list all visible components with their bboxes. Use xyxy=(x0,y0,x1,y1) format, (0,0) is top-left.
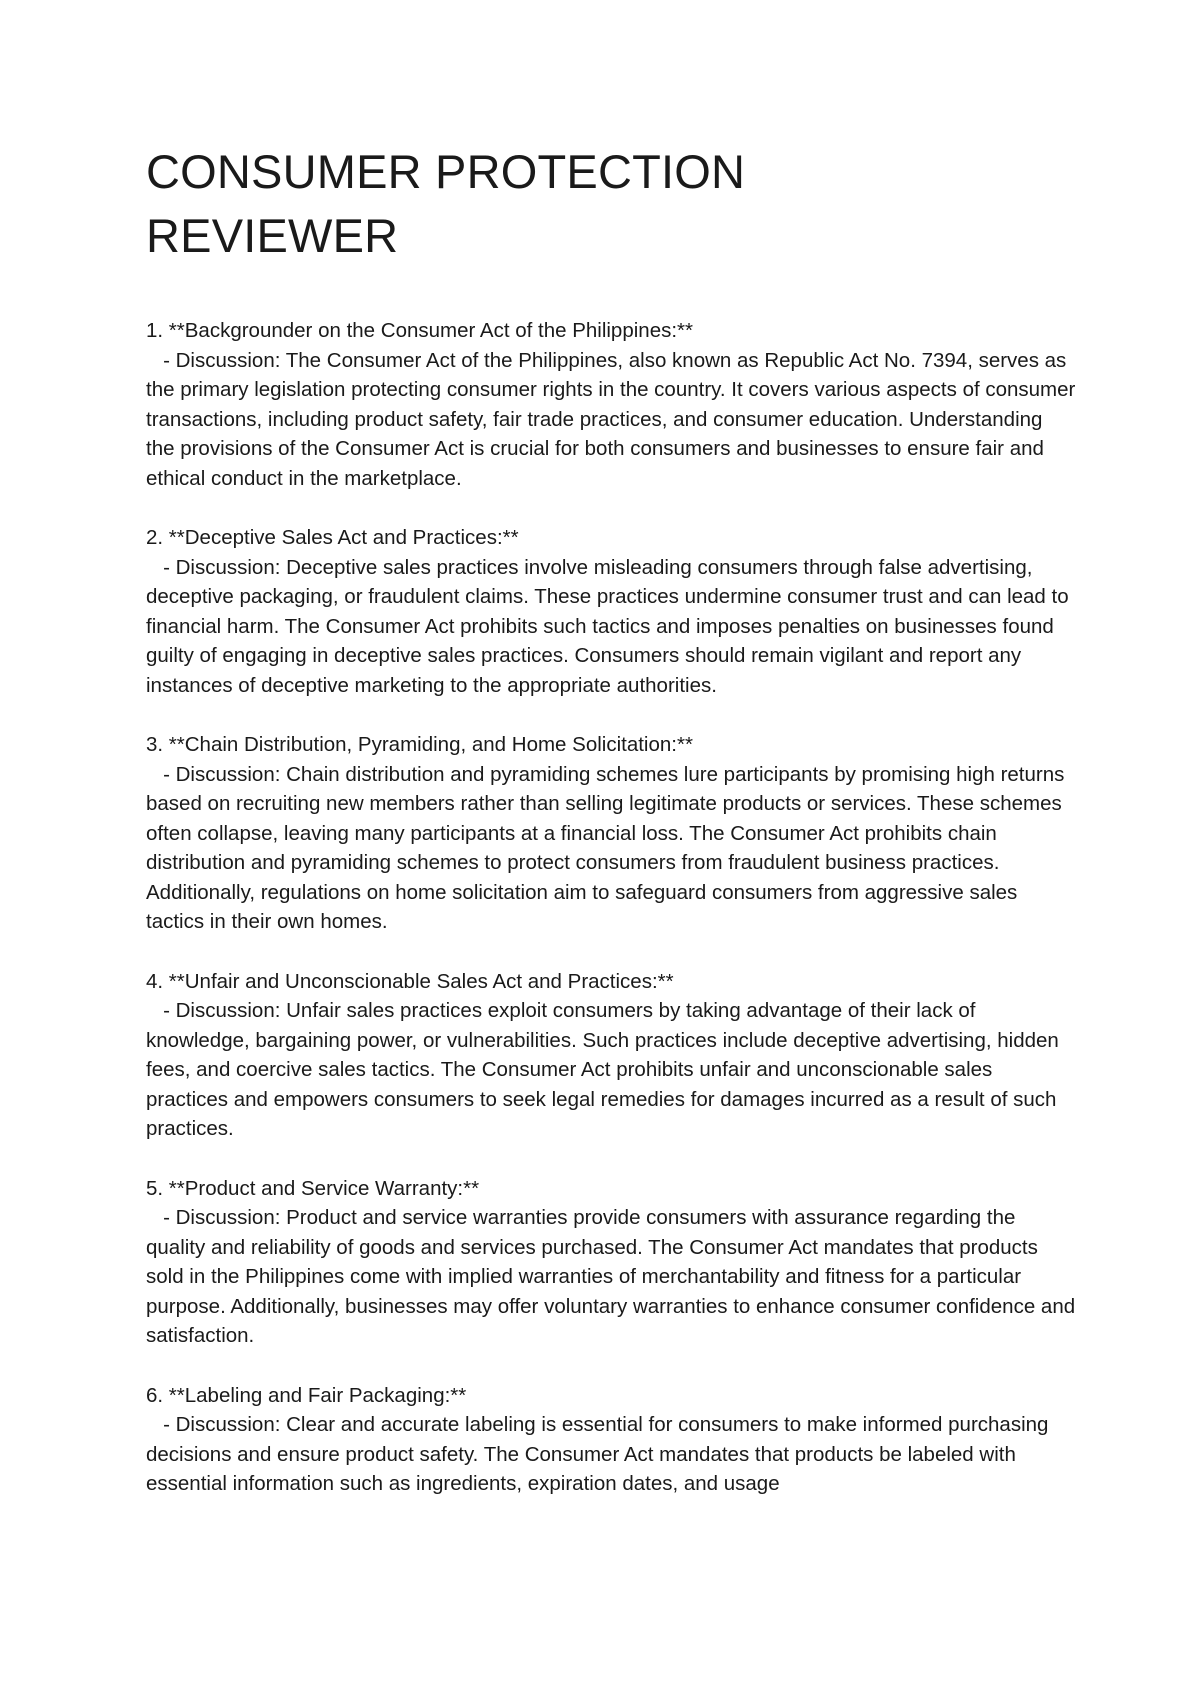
section-labeling xyxy=(146,1381,1076,1499)
section-deceptive-sales xyxy=(146,523,1076,700)
section-backgrounder xyxy=(146,316,1076,493)
section-body-text: - Discussion: Deceptive sales practices involve misleading consumers through false advertising, deceptive packaging, or fraudulent claims. These practices undermine consumer trust and can lead to financial harm. The Consumer Act prohibits such tactics and imposes penalties on businesses found guilty of engaging in deceptive sales practices. Consumers should remain vigilant and report any instances of deceptive marketing to the appropriate authorities. xyxy=(146,555,1069,697)
section-body-text: - Discussion: Clear and accurate labeling is essential for consumers to make informed purchasing decisions and ensure product safety. The Consumer Act mandates that products be labeled with essential information such as ingredients, expiration dates, and usage xyxy=(146,1413,1049,1495)
section-body-text: - Discussion: Product and service warranties provide consumers with assurance regarding the quality and reliability of goods and services purchased. The Consumer Act mandates that products sold in the Philippines come with implied warranties of merchantability and fitness for a particular purpose. Additionally, businesses may offer voluntary warranties to enhance consumer confidence and satisfaction. xyxy=(146,1206,1076,1347)
section-heading: 2. **Deceptive Sales Act and Practices:** xyxy=(146,526,519,549)
section-body-text: - Discussion: Unfair sales practices exploit consumers by taking advantage of their lack of knowledge, bargaining power, or vulnerabilities. Such practices include deceptive advertising, hidden fees, and coercive sales tactics. The Consumer Act prohibits unfair and unconscionable sales practices and empowers consumers to seek legal remedies for damages incurred as a result of such practices. xyxy=(146,999,1059,1140)
section-body xyxy=(146,760,1076,937)
title-line-1: CONSUMER PROTECTION xyxy=(146,145,746,198)
section-unfair-sales xyxy=(146,967,1076,1144)
section-heading: 5. **Product and Service Warranty:** xyxy=(146,1176,480,1200)
section-body xyxy=(146,996,1076,1144)
title-line-2: REVIEWER xyxy=(146,209,399,262)
section-body xyxy=(146,1410,1076,1499)
section-heading: 6. **Labeling and Fair Packaging:** xyxy=(146,1383,467,1407)
section-body-text: - Discussion: Chain distribution and pyramiding schemes lure participants by promising high returns based on recruiting new members rather than selling legitimate products or services. These schemes often collapse, leaving many participants at a financial loss. The Consumer Act prohibits chain distribution and pyramiding schemes to protect consumers from fraudulent business practices. Additionally, regulations on home solicitation aim to safeguard consumers from aggressive sales tactics in their own homes. xyxy=(146,762,1065,933)
section-warranty xyxy=(146,1174,1076,1351)
document-title xyxy=(146,140,1076,268)
section-body xyxy=(146,346,1076,494)
section-heading: 3. **Chain Distribution, Pyramiding, and Home Solicitation:** xyxy=(146,733,693,756)
section-chain-distribution xyxy=(146,730,1076,937)
section-heading: 4. **Unfair and Unconscionable Sales Act and Practices:** xyxy=(146,969,674,993)
section-heading: 1. **Backgrounder on the Consumer Act of the Philippines:** xyxy=(146,319,693,342)
section-body-text: - Discussion: The Consumer Act of the Philippines, also known as Republic Act No. 7394, serves as the primary legislation protecting consumer rights in the country. It covers various aspects of consumer transactions, including product safety, fair trade practices, and consumer education. Understanding the provisions of the Consumer Act is crucial for both consumers and businesses to ensure fair and ethical conduct in the marketplace. xyxy=(146,348,1076,490)
document-page xyxy=(146,140,1076,1529)
section-body xyxy=(146,1203,1076,1351)
section-body xyxy=(146,553,1076,701)
